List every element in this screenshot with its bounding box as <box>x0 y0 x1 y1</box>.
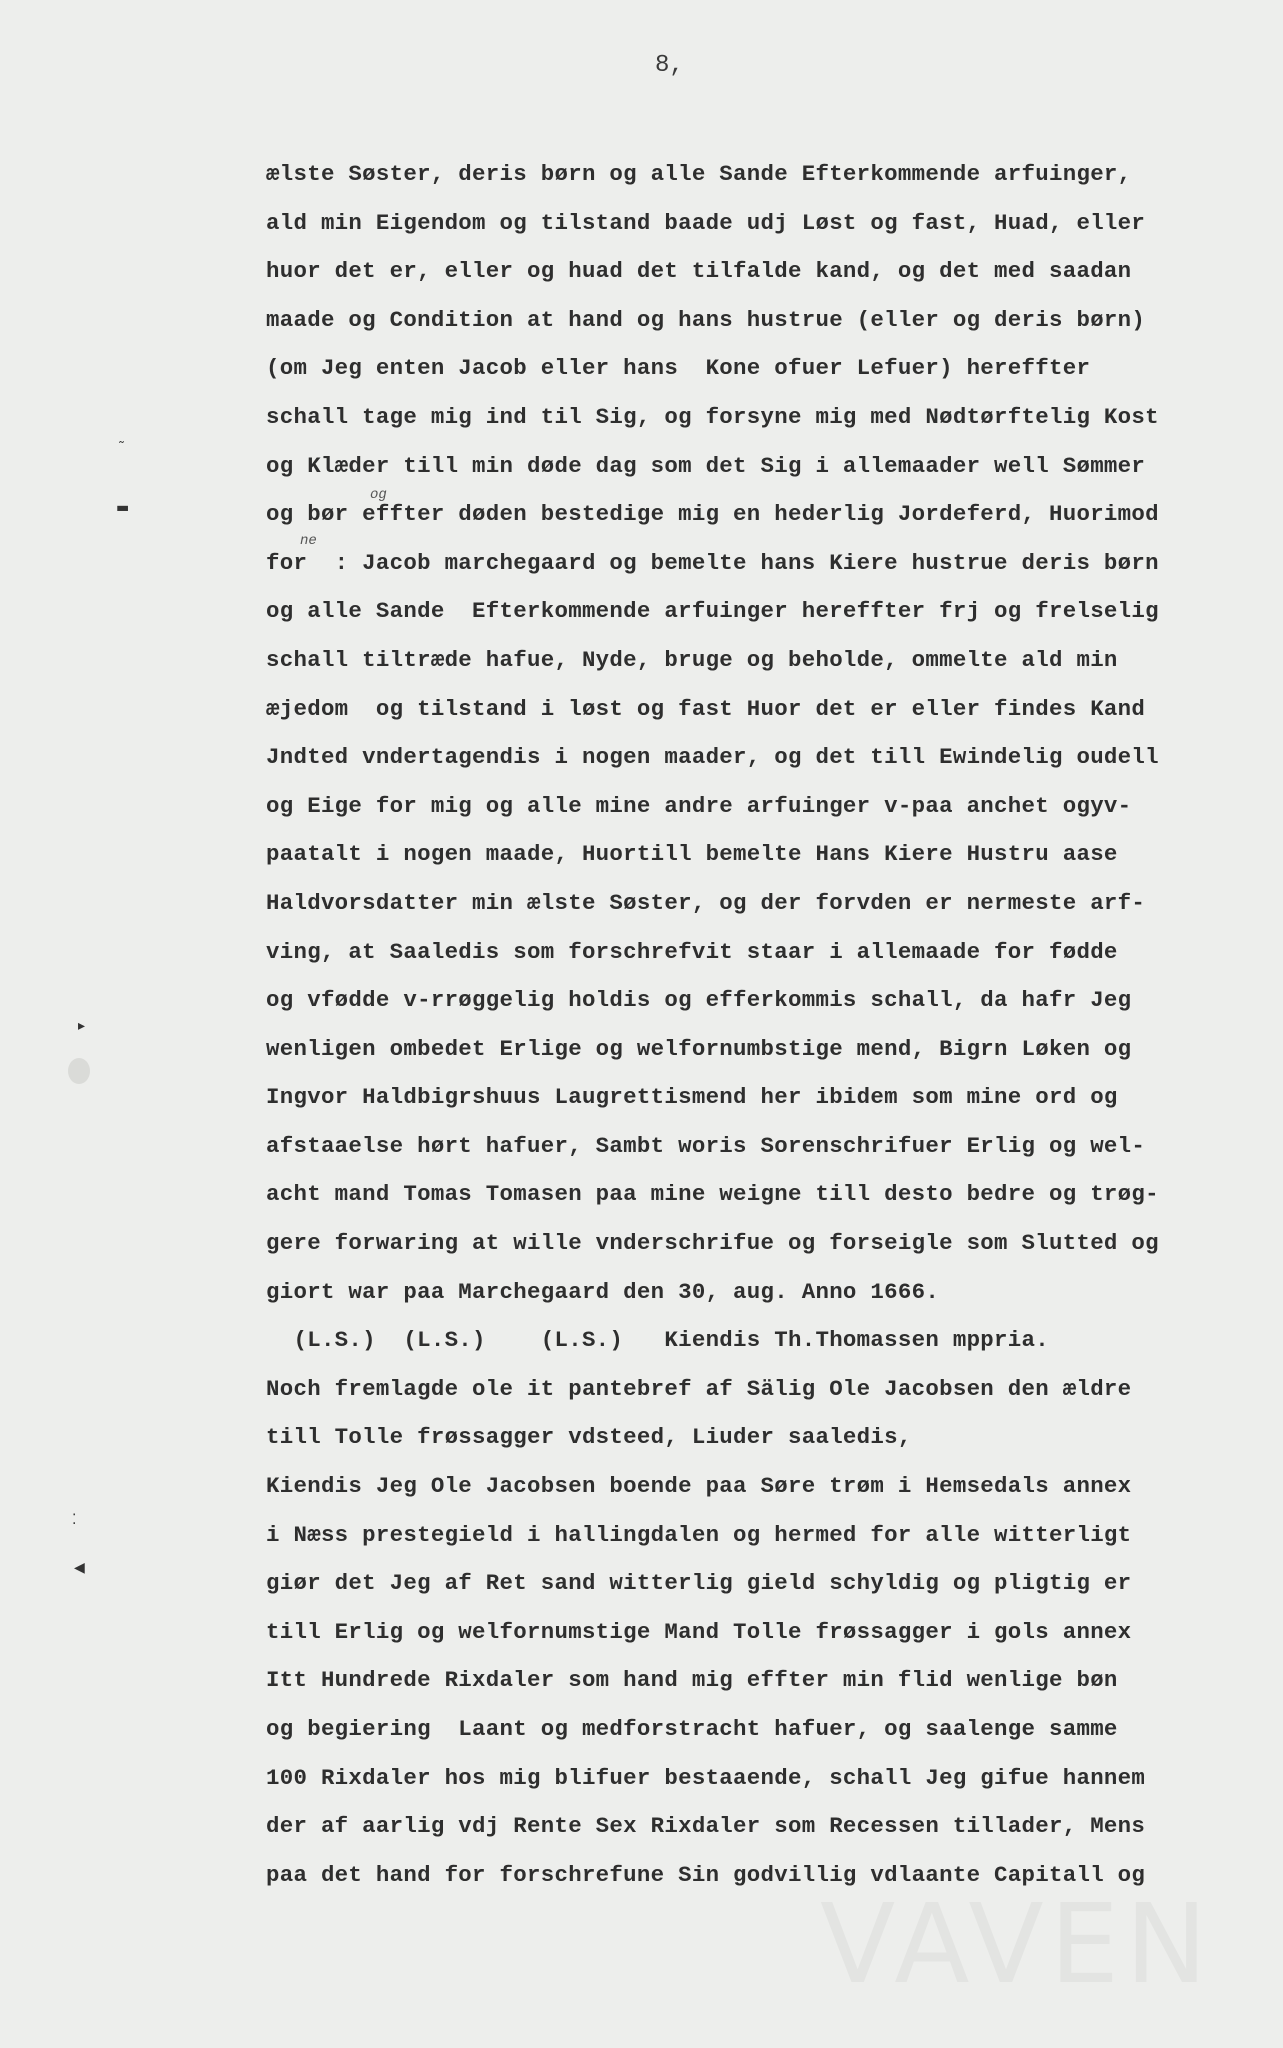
text-line: ving, at Saaledis som forschrefvit staar i allemaade for fødde <box>266 938 1118 965</box>
margin-mark-icon: ˜ <box>118 440 125 456</box>
text-line: i Næss prestegield i hallingdalen og hermed for alle witterligt <box>266 1521 1132 1548</box>
text-line: schall tage mig ind til Sig, og forsyne mig med Nødtørftelig Kost <box>266 403 1159 430</box>
text-line: og bør effter døden bestedige mig en hederlig Jordeferd, Huorimod <box>266 501 1159 528</box>
page-number: 8, <box>655 52 684 79</box>
text-line: der af aarlig vdj Rente Sex Rixdaler som Recessen tillader, Mens <box>266 1813 1146 1840</box>
text-line: ælste Søster, deris børn og alle Sande Efterkommende arfuinger, <box>266 161 1132 187</box>
text-line: og alle Sande Efterkommende arfuinger hereffter frj og frelselig <box>266 598 1159 625</box>
text-line: Itt Hundrede Rixdaler som hand mig effter min flid wenlige bøn <box>266 1667 1118 1694</box>
text-line: 100 Rixdaler hos mig blifuer bestaaende, schall Jeg gifue hannem <box>266 1764 1146 1791</box>
text-line: gere forwaring at wille vnderschrifue og forseigle som Slutted og <box>266 1230 1159 1257</box>
text-line: Ingvor Haldbigrshuus Laugrettismend her ibidem som mine ord og <box>266 1084 1118 1111</box>
text-line: till Tolle frøssagger vdsteed, Liuder saaledis, <box>266 1424 912 1451</box>
text-line: maade og Condition at hand og hans hustrue (eller og deris børn) <box>266 306 1146 333</box>
text-line: wenligen ombedet Erlige og welfornumbstige mend, Bigrn Løken og <box>266 1035 1132 1062</box>
punch-hole <box>68 1058 90 1084</box>
interlinear-insertion-og: og <box>370 487 387 503</box>
text-line: till Erlig og welfornumstige Mand Tolle frøssagger i gols annex <box>266 1618 1132 1645</box>
text-line: Kiendis Jeg Ole Jacobsen boende paa Søre trøm i Hemsedals annex <box>266 1473 1132 1500</box>
margin-mark-icon: ▬ <box>116 500 130 516</box>
margin-mark-icon: ◀ <box>74 1560 85 1576</box>
interlinear-insertion-ne: ne <box>300 533 317 549</box>
text-line: og begiering Laant og medforstracht hafuer, og saalenge samme <box>266 1716 1118 1742</box>
margin-mark-icon: ▸ <box>78 1018 86 1034</box>
text-line: schall tiltræde hafue, Nyde, bruge og beholde, ommelte ald min <box>266 646 1118 673</box>
text-line: huor det er, eller og huad det tilfalde kand, og det med saadan <box>266 258 1132 285</box>
text-line: og Klæder till min døde dag som det Sig i allemaader well Sømmer <box>266 452 1146 479</box>
text-line: acht mand Tomas Tomasen paa mine weigne till desto bedre og trøg- <box>266 1181 1159 1208</box>
text-line: Noch fremlagde ole it pantebref af Sälig Ole Jacobsen den ældre <box>266 1375 1132 1402</box>
text-line: paatalt i nogen maade, Huortill bemelte Hans Kiere Hustru aase <box>266 841 1118 868</box>
text-line: afstaaelse hørt hafuer, Sambt woris Sorenschrifuer Erlig og wel- <box>266 1132 1146 1159</box>
margin-mark-icon: ⁚ <box>72 1512 77 1528</box>
text-line: giør det Jeg af Ret sand witterlig gield schyldig og pligtig er <box>266 1570 1132 1597</box>
text-line: (om Jeg enten Jacob eller hans Kone ofuer Lefuer) hereffter <box>266 355 1091 382</box>
text-line: og vfødde v-rrøggelig holdis og efferkommis schall, da hafr Jeg <box>266 987 1132 1014</box>
text-line: giort war paa Marchegaard den 30, aug. Anno 1666. <box>266 1278 940 1305</box>
typed-transcription-body <box>266 150 1236 1899</box>
background-watermark: VAVEN <box>820 1880 1214 2008</box>
text-line: æjedom og tilstand i løst og fast Huor det er eller findes Kand <box>266 695 1146 722</box>
text-line: paa det hand for forschrefune Sin godvillig vdlaante Capitall og <box>266 1861 1146 1888</box>
text-line: og Eige for mig og alle mine andre arfuinger v-paa anchet ogyv- <box>266 792 1132 819</box>
text-line: ald min Eigendom og tilstand baade udj Løst og fast, Huad, eller <box>266 209 1146 236</box>
text-line: for : Jacob marchegaard og bemelte hans Kiere hustrue deris børn <box>266 549 1159 576</box>
signature-line: (L.S.) (L.S.) (L.S.) Kiendis Th.Thomassen mppria. <box>266 1327 1049 1354</box>
text-line: Haldvorsdatter min ælste Søster, og der forvden er nermeste arf- <box>266 889 1146 916</box>
text-line: Jndted vndertagendis i nogen maader, og det till Ewindelig oudell <box>266 744 1159 771</box>
